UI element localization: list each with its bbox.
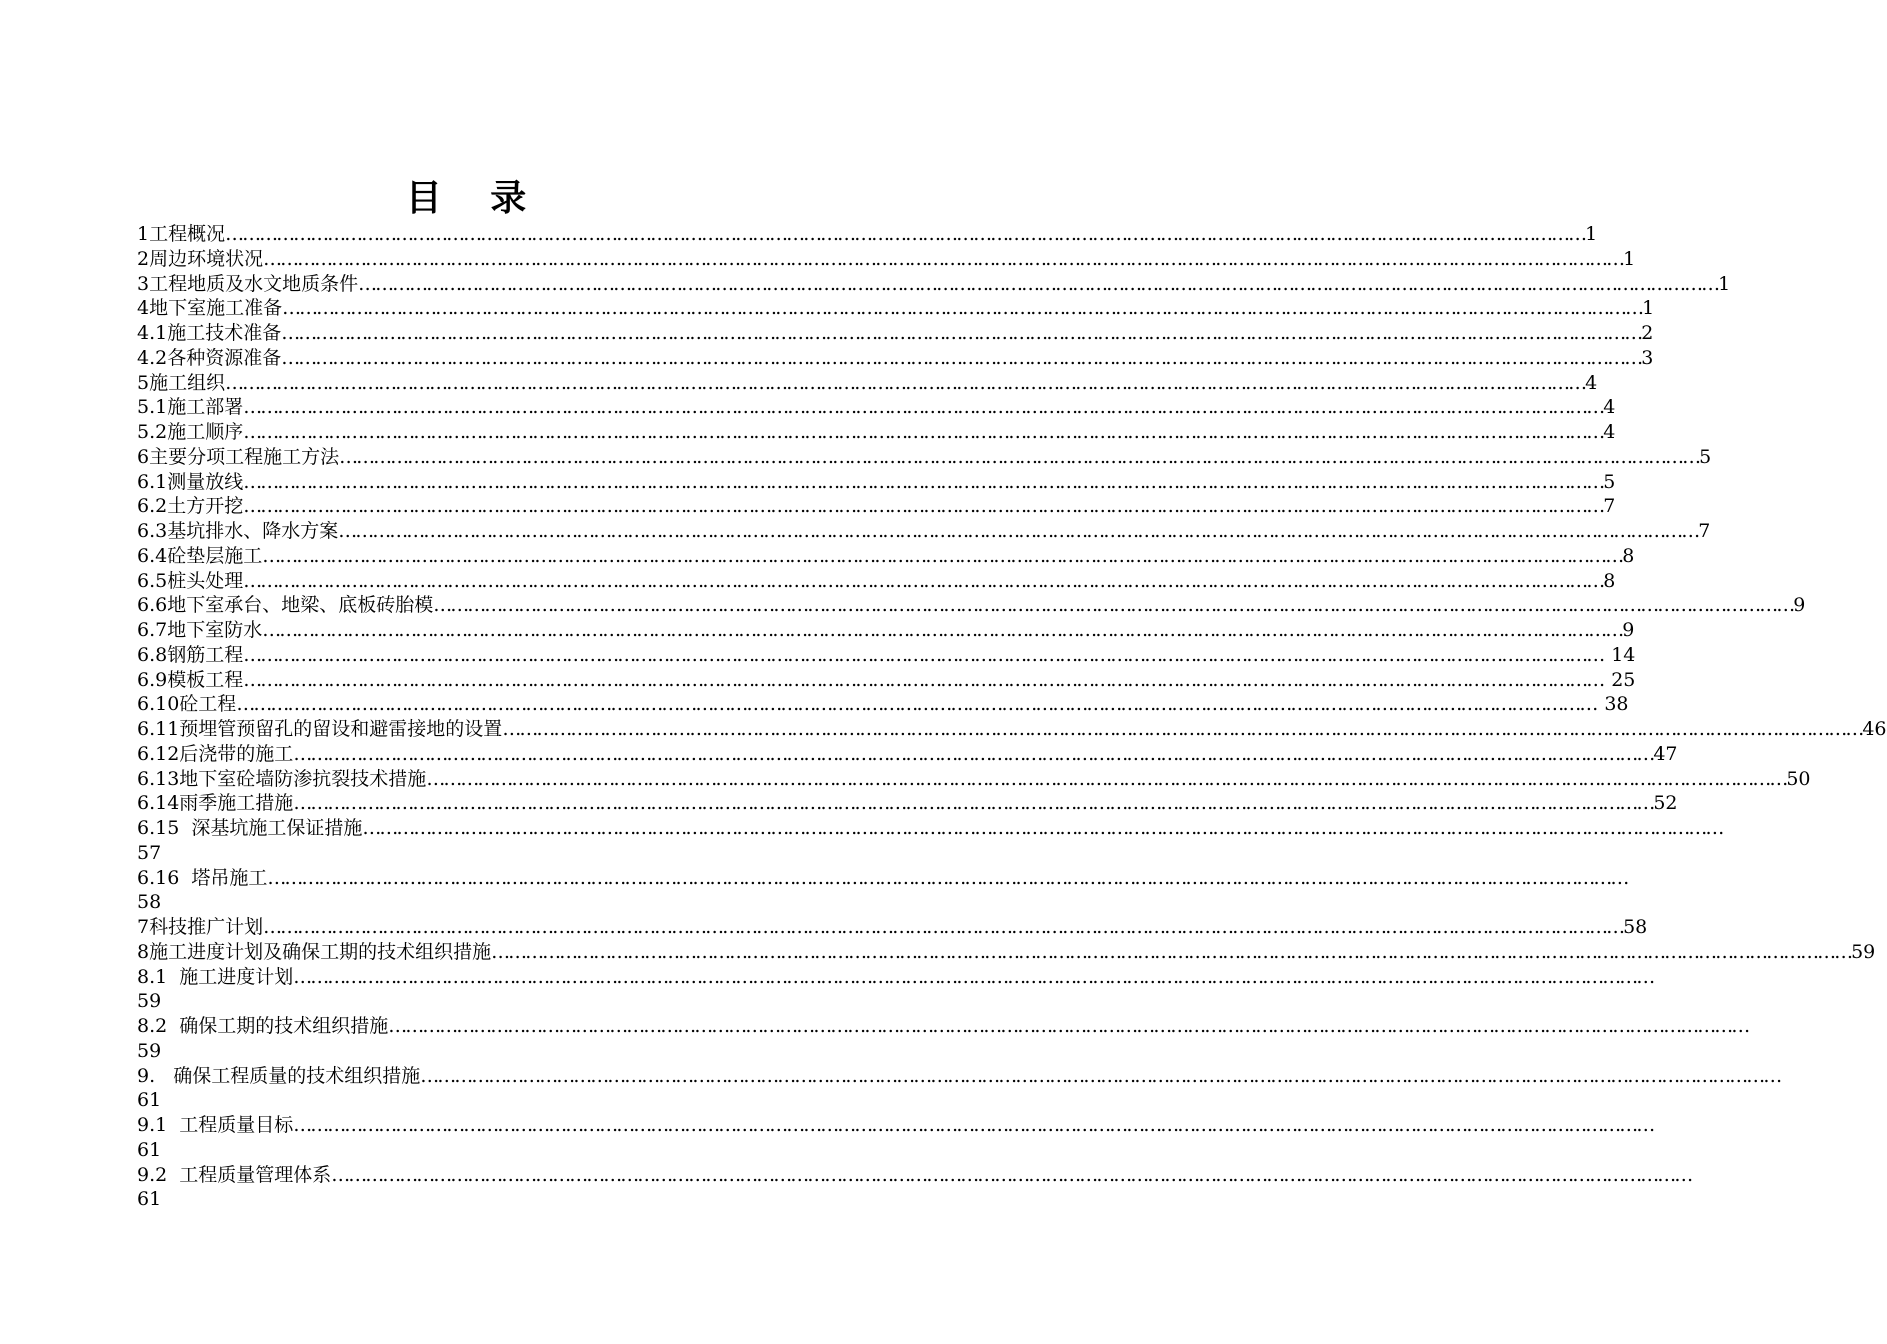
toc-entry-page: 61 xyxy=(137,1188,162,1211)
toc-leader-dots: …………………………………………………………………………………………………………………………………………………………………………………………………………………… xyxy=(243,643,1604,666)
toc-entry[interactable] xyxy=(137,593,1806,618)
toc-leader-dots: …………………………………………………………………………………………………………………………………………………………………………………………………………………… xyxy=(225,223,1586,245)
toc-entry[interactable] xyxy=(137,1014,1749,1039)
toc-leader-dots: …………………………………………………………………………………………………………………………………………………………………………………………………………………… xyxy=(243,396,1604,419)
toc-entry[interactable] xyxy=(137,247,1636,272)
toc-entry-page: 7 xyxy=(1603,495,1616,518)
toc-entry-page-line xyxy=(137,1138,813,1163)
toc-leader-dots: …………………………………………………………………………………………………………………………………………………………………………………………………………………… xyxy=(262,544,1623,567)
toc-entry-label: 8施工进度计划及确保工期的技术组织措施 xyxy=(137,940,492,963)
toc-leader-dots: …………………………………………………………………………………………………………………………………………………………………………………………………………………… xyxy=(502,718,1863,740)
toc-entry[interactable] xyxy=(137,569,1616,594)
toc-entry-label: 6.2土方开挖 xyxy=(137,495,244,518)
toc-entry[interactable] xyxy=(137,618,1635,643)
toc-entry-label: 8.2 确保工期的技术组织措施 xyxy=(137,1015,389,1037)
toc-entry-page: 46 xyxy=(1862,718,1887,740)
toc-leader-dots: …………………………………………………………………………………………………………………………………………………………………………………………………………………… xyxy=(358,272,1719,295)
toc-entry[interactable] xyxy=(137,1064,1781,1089)
toc-entry-page: 9 xyxy=(1793,594,1806,617)
toc-title: 目 录 xyxy=(405,177,545,219)
toc-entry-page: 59 xyxy=(137,1039,162,1062)
toc-leader-dots: …………………………………………………………………………………………………………………………………………………………………………………………………………………… xyxy=(426,767,1787,790)
toc-entry-label: 3工程地质及水文地质条件 xyxy=(137,272,359,295)
toc-entry[interactable] xyxy=(137,470,1616,495)
toc-entry-page-line xyxy=(137,1039,813,1064)
toc-leader-dots: …………………………………………………………………………………………………………………………………………………………………………………………………………………… xyxy=(281,346,1642,369)
toc-entry[interactable] xyxy=(137,668,1636,693)
toc-entry-page: 61 xyxy=(137,1089,162,1112)
toc-entry[interactable] xyxy=(137,717,1887,742)
toc-entry-label: 6.8钢筋工程 xyxy=(137,643,244,666)
toc-entry-page: 1 xyxy=(1718,272,1731,295)
toc-leader-dots: …………………………………………………………………………………………………………………………………………………………………………………………………………………… xyxy=(362,817,1723,839)
toc-entry[interactable] xyxy=(137,445,1712,470)
toc-leader-dots: …………………………………………………………………………………………………………………………………………………………………………………………………………………… xyxy=(293,1114,1654,1136)
toc-entry[interactable] xyxy=(137,296,1655,321)
toc-leader-dots: …………………………………………………………………………………………………………………………………………………………………………………………………………………… xyxy=(262,619,1623,641)
toc-leader-dots: …………………………………………………………………………………………………………………………………………………………………………………………………………………… xyxy=(338,520,1699,542)
toc-entry-label: 6.5桩头处理 xyxy=(137,569,244,592)
toc-leader-dots: …………………………………………………………………………………………………………………………………………………………………………………………………………………… xyxy=(420,1064,1781,1087)
toc-entry-label: 9.1 工程质量目标 xyxy=(137,1114,294,1136)
toc-entry-page: 14 xyxy=(1611,643,1636,666)
toc-leader-dots: …………………………………………………………………………………………………………………………………………………………………………………………………………………… xyxy=(243,470,1604,493)
toc-entry-page-line xyxy=(137,989,813,1014)
toc-entry-page: 50 xyxy=(1786,767,1811,790)
toc-entry[interactable] xyxy=(137,222,1598,247)
toc-entry-label: 2周边环境状况 xyxy=(137,247,264,270)
toc-entry-label: 6.9模板工程 xyxy=(137,668,244,691)
toc-entry-page: 58 xyxy=(1623,916,1648,938)
toc-entry-page: 52 xyxy=(1653,792,1678,815)
toc-entry-label: 4地下室施工准备 xyxy=(137,297,283,320)
toc-entry-page: 1 xyxy=(1623,247,1636,270)
toc-entry[interactable] xyxy=(137,494,1616,519)
toc-entry-page: 5 xyxy=(1699,445,1712,468)
toc-entry-label: 9.2 工程质量管理体系 xyxy=(137,1163,332,1186)
toc-entry-page-line xyxy=(137,1187,813,1212)
toc-entry-page-line xyxy=(137,1088,813,1113)
toc-entry-page: 1 xyxy=(1585,223,1598,245)
toc-leader-dots: …………………………………………………………………………………………………………………………………………………………………………………………………………………… xyxy=(267,866,1628,889)
toc-leader-dots: …………………………………………………………………………………………………………………………………………………………………………………………………………………… xyxy=(281,322,1642,344)
toc-entry-label: 6.13地下室砼墙防渗抗裂技术措施 xyxy=(137,767,427,790)
toc-leader-dots: …………………………………………………………………………………………………………………………………………………………………………………………………………………… xyxy=(293,742,1654,765)
toc-entry-page: 38 xyxy=(1604,693,1629,716)
toc-entry[interactable] xyxy=(137,742,1678,767)
toc-entry[interactable] xyxy=(137,816,1723,841)
toc-leader-dots: …………………………………………………………………………………………………………………………………………………………………………………………………………………… xyxy=(491,940,1852,963)
toc-entry-page: 5 xyxy=(1603,470,1616,493)
toc-entry[interactable] xyxy=(137,272,1731,297)
toc-leader-dots: …………………………………………………………………………………………………………………………………………………………………………………………………………………… xyxy=(243,668,1604,691)
toc-entry-page: 59 xyxy=(1851,940,1876,963)
toc-entry[interactable] xyxy=(137,791,1678,816)
toc-entry-label: 6.10砼工程 xyxy=(137,693,237,716)
toc-entry[interactable] xyxy=(137,866,1628,891)
toc-entry-page: 58 xyxy=(137,891,162,914)
toc-entry-label: 6.3基坑排水、降水方案 xyxy=(137,520,339,542)
toc-entry[interactable] xyxy=(137,915,1648,940)
toc-entry-label: 4.1施工技术准备 xyxy=(137,322,282,344)
toc-entry-page: 8 xyxy=(1603,569,1616,592)
toc-entry-label: 6.6地下室承台、地梁、底板砖胎模 xyxy=(137,594,434,617)
toc-leader-dots: …………………………………………………………………………………………………………………………………………………………………………………………………………………… xyxy=(225,371,1586,394)
toc-entry-label: 6.11预埋管预留孔的留设和避雷接地的设置 xyxy=(137,718,503,740)
toc-entry-label: 6.1测量放线 xyxy=(137,470,244,493)
toc-entry[interactable] xyxy=(137,965,1654,990)
toc-entry-label: 5.2施工顺序 xyxy=(137,421,244,443)
toc-entry-label: 6.16 塔吊施工 xyxy=(137,866,268,889)
toc-entry-label: 4.2各种资源准备 xyxy=(137,346,282,369)
toc-entry-label: 6.15 深基坑施工保证措施 xyxy=(137,817,363,839)
toc-leader-dots: …………………………………………………………………………………………………………………………………………………………………………………………………………………… xyxy=(282,297,1643,320)
toc-entry-page: 1 xyxy=(1642,297,1655,320)
toc-entry-label: 8.1 施工进度计划 xyxy=(137,965,294,988)
toc-entry-page: 2 xyxy=(1641,322,1654,344)
toc-entry[interactable] xyxy=(137,1163,1692,1188)
toc-leader-dots: …………………………………………………………………………………………………………………………………………………………………………………………………………………… xyxy=(293,965,1654,988)
toc-entry-label: 6.7地下室防水 xyxy=(137,619,263,641)
toc-entry[interactable] xyxy=(137,371,1598,396)
toc-leader-dots: …………………………………………………………………………………………………………………………………………………………………………………………………………………… xyxy=(388,1015,1749,1037)
toc-leader-dots: …………………………………………………………………………………………………………………………………………………………………………………………………………………… xyxy=(243,569,1604,592)
toc-entry[interactable] xyxy=(137,346,1654,371)
toc-list xyxy=(137,222,1887,1212)
toc-leader-dots: …………………………………………………………………………………………………………………………………………………………………………………………………………………… xyxy=(263,247,1624,270)
toc-entry-label: 6.12后浇带的施工 xyxy=(137,742,294,765)
toc-entry-label: 6主要分项工程施工方法 xyxy=(137,445,340,468)
toc-entry[interactable] xyxy=(137,519,1711,544)
toc-entry[interactable] xyxy=(137,643,1636,668)
toc-entry-label: 5.1施工部署 xyxy=(137,396,244,419)
toc-leader-dots: …………………………………………………………………………………………………………………………………………………………………………………………………………………… xyxy=(243,421,1604,443)
toc-entry-page: 4 xyxy=(1585,371,1598,394)
toc-entry-page: 3 xyxy=(1641,346,1654,369)
toc-leader-dots: …………………………………………………………………………………………………………………………………………………………………………………………………………………… xyxy=(339,445,1700,468)
toc-leader-dots: …………………………………………………………………………………………………………………………………………………………………………………………………………………… xyxy=(331,1163,1692,1186)
toc-entry-page-line xyxy=(137,890,813,915)
toc-leader-dots: …………………………………………………………………………………………………………………………………………………………………………………………………………………… xyxy=(243,495,1604,518)
toc-entry-page: 8 xyxy=(1622,544,1635,567)
toc-entry-page: 59 xyxy=(137,990,162,1013)
toc-entry-label: 9. 确保工程质量的技术组织措施 xyxy=(137,1064,421,1087)
toc-entry-page-line xyxy=(137,841,813,866)
toc-entry-label: 6.4砼垫层施工 xyxy=(137,544,263,567)
toc-entry[interactable] xyxy=(137,1113,1654,1138)
toc-entry[interactable] xyxy=(137,321,1654,346)
toc-entry-label: 7科技推广计划 xyxy=(137,916,264,938)
toc-entry-page: 47 xyxy=(1653,742,1678,765)
toc-entry[interactable] xyxy=(137,395,1616,420)
toc-entry-page: 7 xyxy=(1698,520,1711,542)
toc-entry-label: 6.14雨季施工措施 xyxy=(137,792,294,815)
toc-entry-label: 1工程概况 xyxy=(137,223,226,245)
toc-entry-page: 57 xyxy=(137,841,162,864)
toc-entry-page: 9 xyxy=(1622,619,1635,641)
toc-entry-page: 61 xyxy=(137,1138,162,1161)
toc-leader-dots: …………………………………………………………………………………………………………………………………………………………………………………………………………………… xyxy=(263,916,1624,938)
toc-entry[interactable] xyxy=(137,767,1811,792)
toc-entry[interactable] xyxy=(137,420,1616,445)
toc-entry-page: 25 xyxy=(1611,668,1636,691)
toc-leader-dots: …………………………………………………………………………………………………………………………………………………………………………………………………………………… xyxy=(433,594,1794,617)
toc-entry[interactable] xyxy=(137,544,1635,569)
toc-entry-page: 4 xyxy=(1603,396,1616,419)
toc-leader-dots: …………………………………………………………………………………………………………………………………………………………………………………………………………………… xyxy=(293,792,1654,815)
toc-entry-page: 4 xyxy=(1603,421,1616,443)
toc-entry[interactable] xyxy=(137,940,1876,965)
toc-entry[interactable] xyxy=(137,692,1629,717)
toc-entry-label: 5施工组织 xyxy=(137,371,226,394)
toc-leader-dots: …………………………………………………………………………………………………………………………………………………………………………………………………………………… xyxy=(236,693,1597,716)
